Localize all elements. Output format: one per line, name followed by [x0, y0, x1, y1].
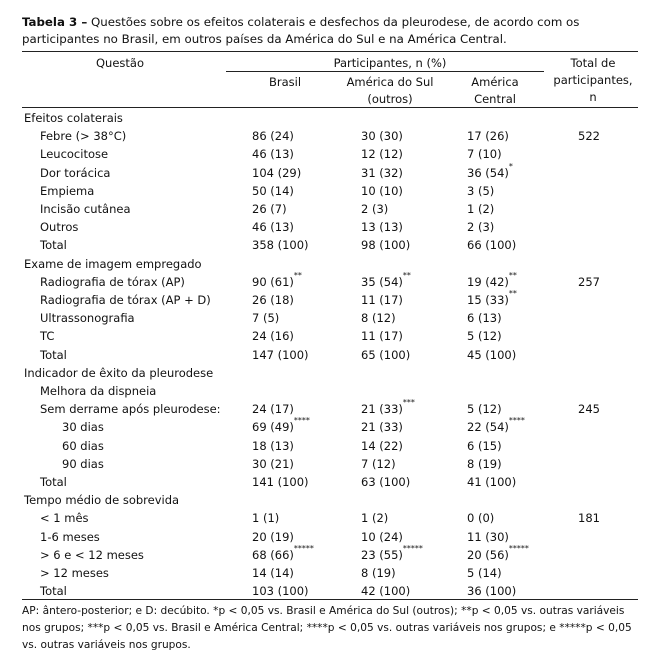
cell-value: 0 (0) — [467, 511, 495, 525]
cell-total — [578, 275, 600, 289]
cell-america-sul — [361, 238, 410, 252]
cell-value: 41 (100) — [467, 475, 517, 489]
header-america-sul-1: América do Sul — [346, 75, 434, 89]
cell-brasil — [252, 475, 309, 489]
row-label: Ultrassonografia — [40, 311, 135, 325]
row-label: Outros — [40, 220, 79, 234]
cell-value: 22 (54) — [467, 420, 509, 434]
cell-value: 13 (13) — [361, 220, 403, 234]
row-label: Radiografia de tórax (AP + D) — [40, 293, 211, 307]
cell-value: 181 — [578, 511, 600, 525]
row-label: Efeitos colaterais — [24, 111, 123, 125]
row-label: Incisão cutânea — [40, 202, 131, 216]
cell-brasil — [252, 220, 294, 234]
cell-value: 66 (100) — [467, 238, 517, 252]
cell-brasil — [252, 147, 294, 161]
cell-america-central — [467, 271, 517, 289]
table-caption — [22, 14, 638, 48]
cell-america-sul — [361, 129, 403, 143]
cell-value: 35 (54) — [361, 275, 403, 289]
cell-america-central — [467, 329, 502, 343]
cell-america-central — [467, 566, 502, 580]
cell-value: 1 (2) — [467, 202, 495, 216]
row-label: Radiografia de tórax (AP) — [40, 275, 185, 289]
cell-america-central — [467, 416, 525, 434]
significance-marker: ***** — [293, 544, 314, 554]
cell-value: 21 (33) — [361, 402, 403, 416]
table-footnote: AP: ântero-posterior; e D: decúbito. *p < 0,05 vs. Brasil e América do Sul (outros); **p < 0,05 vs. outras variáveis nos grupos; ***p < 0,05 vs. Brasil e América Central; ****p < 0,05 vs. outras variáveis nos grupos; e *****p < 0,05 vs. outras variáveis nos grupos. — [22, 605, 632, 651]
header-total-2: participantes, — [553, 73, 633, 87]
row-label: 30 dias — [62, 420, 104, 434]
cell-value: 20 (56) — [467, 548, 509, 562]
cell-value: 63 (100) — [361, 475, 411, 489]
cell-america-central — [467, 544, 529, 562]
cell-america-sul — [361, 166, 403, 180]
cell-america-sul — [361, 439, 403, 453]
cell-america-sul — [361, 584, 410, 598]
cell-brasil — [252, 416, 310, 434]
cell-america-central — [467, 402, 502, 416]
cell-value: 522 — [578, 129, 600, 143]
cell-america-central — [467, 147, 502, 161]
table-caption-text: Questões sobre os efeitos colaterais e desfechos da pleurodese, de acordo com os participantes no Brasil, em outros países da América do Sul e na América Central. — [22, 15, 580, 46]
cell-value: 17 (26) — [467, 129, 509, 143]
cell-value: 30 (30) — [361, 129, 403, 143]
cell-brasil — [252, 566, 294, 580]
cell-america-central — [467, 129, 509, 143]
cell-value: 36 (54) — [467, 166, 509, 180]
significance-marker: *** — [402, 398, 415, 408]
cell-value: 15 (33) — [467, 293, 509, 307]
cell-value: 7 (10) — [467, 147, 502, 161]
cell-value: 8 (19) — [361, 566, 396, 580]
cell-america-central — [467, 530, 509, 544]
cell-value: 31 (32) — [361, 166, 403, 180]
cell-brasil — [252, 166, 301, 180]
cell-america-sul — [361, 398, 415, 416]
significance-marker: ** — [508, 271, 517, 281]
row-label: Dor torácica — [40, 166, 111, 180]
row-label: Sem derrame após pleurodese: — [40, 402, 221, 416]
cell-america-central — [467, 220, 494, 234]
cell-value: 46 (13) — [252, 220, 294, 234]
cell-value: 104 (29) — [252, 166, 302, 180]
cell-value: 10 (24) — [361, 530, 403, 544]
header-questao: Questão — [96, 56, 144, 70]
significance-marker: ** — [402, 271, 411, 281]
row-label: 90 dias — [62, 457, 104, 471]
cell-value: 23 (55) — [361, 548, 403, 562]
cell-value: 45 (100) — [467, 348, 517, 362]
cell-america-sul — [361, 202, 388, 216]
cell-america-sul — [361, 293, 403, 307]
row-label: Melhora da dispneia — [40, 384, 157, 398]
cell-brasil — [252, 457, 294, 471]
cell-value: 50 (14) — [252, 184, 294, 198]
cell-america-central — [467, 439, 502, 453]
cell-america-central — [467, 311, 502, 325]
cell-value: 24 (16) — [252, 329, 294, 343]
cell-value: 6 (15) — [467, 439, 502, 453]
cell-value: 19 (42) — [467, 275, 509, 289]
cell-brasil — [252, 329, 294, 343]
row-label: Exame de imagem empregado — [24, 257, 202, 271]
cell-value: 26 (18) — [252, 293, 294, 307]
cell-america-sul — [361, 184, 403, 198]
cell-america-central — [467, 184, 494, 198]
cell-america-sul — [361, 147, 403, 161]
cell-value: 1 (2) — [361, 511, 389, 525]
cell-brasil — [252, 238, 309, 252]
significance-marker: **** — [508, 416, 525, 426]
cell-brasil — [252, 184, 294, 198]
cell-america-sul — [361, 329, 403, 343]
cell-brasil — [252, 293, 294, 307]
cell-america-central — [467, 238, 516, 252]
top-rule — [22, 51, 638, 52]
cell-value: 11 (17) — [361, 293, 403, 307]
header-america-central-1: América — [471, 75, 519, 89]
cell-america-central — [467, 475, 516, 489]
cell-total — [578, 511, 600, 525]
significance-marker: ** — [293, 271, 302, 281]
cell-value: 24 (17) — [252, 402, 294, 416]
cell-value: 7 (12) — [361, 457, 396, 471]
row-label: Total — [40, 475, 67, 489]
cell-america-central — [467, 348, 516, 362]
table-label: Tabela 3 – — [22, 15, 88, 29]
cell-brasil — [252, 271, 302, 289]
cell-value: 65 (100) — [361, 348, 411, 362]
cell-brasil — [252, 348, 309, 362]
row-label: < 1 mês — [40, 511, 89, 525]
row-label: Indicador de êxito da pleurodese — [24, 366, 214, 380]
cell-america-sul — [361, 511, 388, 525]
cell-value: 11 (17) — [361, 329, 403, 343]
cell-value: 20 (19) — [252, 530, 294, 544]
cell-america-sul — [361, 457, 396, 471]
header-total-3: n — [589, 90, 597, 104]
cell-value: 46 (13) — [252, 147, 294, 161]
cell-value: 3 (5) — [467, 184, 495, 198]
cell-value: 103 (100) — [252, 584, 309, 598]
cell-america-central — [467, 202, 494, 216]
cell-value: 10 (10) — [361, 184, 403, 198]
cell-america-sul — [361, 348, 410, 362]
significance-marker: * — [508, 162, 513, 172]
cell-america-central — [467, 289, 517, 307]
cell-value: 141 (100) — [252, 475, 309, 489]
cell-value: 90 (61) — [252, 275, 294, 289]
cell-america-sul — [361, 420, 403, 434]
row-label: 60 dias — [62, 439, 104, 453]
cell-value: 86 (24) — [252, 129, 294, 143]
cell-value: 5 (12) — [467, 402, 502, 416]
cell-brasil — [252, 530, 294, 544]
cell-america-sul — [361, 530, 403, 544]
row-label: Febre (> 38°C) — [40, 129, 127, 143]
cell-brasil — [252, 544, 314, 562]
cell-america-central — [467, 457, 502, 471]
cell-brasil — [252, 129, 294, 143]
cell-value: 5 (14) — [467, 566, 502, 580]
cell-brasil — [252, 202, 287, 216]
row-label: > 12 meses — [40, 566, 109, 580]
cell-america-sul — [361, 475, 410, 489]
row-label: Leucocitose — [40, 147, 109, 161]
header-america-sul-2: (outros) — [367, 92, 413, 106]
cell-value: 2 (3) — [467, 220, 495, 234]
row-label: Empiema — [40, 184, 95, 198]
header-total-1: Total de — [570, 56, 616, 70]
cell-value: 30 (21) — [252, 457, 294, 471]
cell-value: 5 (12) — [467, 329, 502, 343]
cell-value: 2 (3) — [361, 202, 389, 216]
row-label: TC — [40, 329, 55, 343]
cell-america-sul — [361, 311, 396, 325]
cell-america-sul — [361, 544, 423, 562]
cell-value: 11 (30) — [467, 530, 509, 544]
cell-value: 98 (100) — [361, 238, 411, 252]
cell-value: 14 (14) — [252, 566, 294, 580]
row-label: Tempo médio de sobrevida — [24, 493, 180, 507]
significance-marker: ***** — [402, 544, 423, 554]
cell-value: 257 — [578, 275, 600, 289]
cell-value: 12 (12) — [361, 147, 403, 161]
cell-value: 8 (12) — [361, 311, 396, 325]
cell-value: 358 (100) — [252, 238, 309, 252]
bottom-rule — [22, 599, 638, 600]
cell-value: 69 (49) — [252, 420, 294, 434]
cell-america-central — [467, 162, 513, 180]
row-label: Total — [40, 238, 67, 252]
cell-value: 42 (100) — [361, 584, 411, 598]
cell-brasil — [252, 584, 309, 598]
cell-value: 36 (100) — [467, 584, 517, 598]
significance-marker: ** — [508, 289, 517, 299]
cell-america-sul — [361, 566, 396, 580]
header-participantes: Participantes, n (%) — [333, 56, 447, 70]
cell-brasil — [252, 439, 294, 453]
cell-america-central — [467, 584, 516, 598]
cell-value: 26 (7) — [252, 202, 287, 216]
cell-value: 68 (66) — [252, 548, 294, 562]
row-label: > 6 e < 12 meses — [40, 548, 144, 562]
cell-brasil — [252, 511, 279, 525]
row-label: 1-6 meses — [40, 530, 100, 544]
header-rule — [22, 107, 638, 108]
cell-value: 18 (13) — [252, 439, 294, 453]
cell-value: 21 (33) — [361, 420, 403, 434]
participantes-rule — [226, 71, 544, 72]
cell-america-central — [467, 511, 494, 525]
cell-value: 8 (19) — [467, 457, 502, 471]
cell-total — [578, 129, 600, 143]
cell-value: 245 — [578, 402, 600, 416]
significance-marker: ***** — [508, 544, 529, 554]
row-label: Total — [40, 584, 67, 598]
cell-value: 7 (5) — [252, 311, 280, 325]
cell-america-sul — [361, 220, 403, 234]
header-brasil: Brasil — [268, 75, 302, 89]
cell-brasil — [252, 402, 294, 416]
cell-brasil — [252, 311, 279, 325]
cell-value: 14 (22) — [361, 439, 403, 453]
row-label: Total — [40, 348, 67, 362]
cell-total — [578, 402, 600, 416]
cell-value: 1 (1) — [252, 511, 280, 525]
significance-marker: **** — [293, 416, 310, 426]
cell-value: 147 (100) — [252, 348, 309, 362]
cell-value: 6 (13) — [467, 311, 502, 325]
cell-america-sul — [361, 271, 411, 289]
header-america-central-2: Central — [474, 92, 516, 106]
